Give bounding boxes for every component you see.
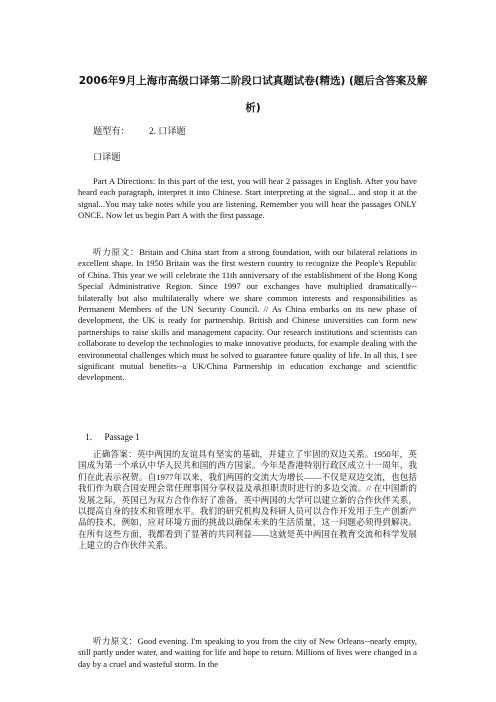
question-1 (85, 431, 146, 443)
section-title: 口译题 (93, 152, 121, 162)
document-title: 2006年9月上海市高级口译第二阶段口试真题试卷(精选) (题后含答案及解析) (78, 75, 428, 114)
question-type-label: 题型有： (93, 126, 130, 136)
part-a-instructions: Part A Directions: In this part of the test, you will hear 2 passages in English. After you have heard each paragraph, interpret it into Chinese. Start interpreting at the signal... and stop it at the signal...You may take notes while you are listening. Remember you will hear the passages ONLY ONCE. Now let us begin Part A with the first passage. (78, 176, 417, 221)
question-label: Passage 1 (104, 432, 140, 442)
passage-2-original: 听力原文：Good evening. I'm speaking to you from the city of New Orleans--nearly empty, still partly under water, and waiting for life and hope to return. Millions of lives were changed in a day by a cruel and wasteful storm. In the (78, 636, 417, 669)
question-number: 1． (85, 432, 99, 442)
passage-1-original: 听力原文：Britain and China start from a strong foundation, with our bilateral relations in excellent shape. In 1950 Britain was the first western country to recognize the People's Republic of China. This year we will celebrate the 11th anniversary of the establishment of the Hong Kong Special Administrative Region. Since 1997 our exchanges have multiplied dramatically--bilaterally but also multilaterally where we share common interests and responsibilities as Permanent Members of the UN Security Council. // As China embarks on its new phase of development, the UK is ready for partnership. British and Chinese universities can form new partnerships to raise skills and management capacity. Our research institutions and scientists can collaborate to develop the technologies to make innovative products, for example dealing with the environmental challenges which must be solved to guarantee future quality of life. In all this, I see significant mutual benefits--a UK/China Partnership in education exchange and scientific development. (78, 247, 417, 383)
question-type-line (93, 125, 186, 137)
question-type-value: 2. 口译题 (149, 126, 186, 136)
answer-text: 正确答案：英中两国的友谊具有坚实的基础，并建立了牢固的双边关系。1950年，英国成为第一个承认中华人民共和国的西方国家。今年是香港特别行政区成立十一周年，我们在此表示祝贺。自1977年以来，我们两国的交流大为增长——不仅是双边交流，也包括我们作为联合国安理会常任理事国分享权益及承担职责时进行的多边交流。// 在中国新的发展之际，英国已为双方合作作好了准备。英中两国的大学可以建立新的合作伙伴关系，以提高自身的技术和管理水平。我们的研究机构及科研人员可以合作开发用于生产创新产品的技术，例如，应对环境方面的挑战以确保未来的生活质量，这一问题必须得到解决。在所有这些方面，我都看到了显著的共同利益——这就是英中两国在教育交流和科学发展上建立的合作伙伴关系。 (78, 449, 417, 551)
